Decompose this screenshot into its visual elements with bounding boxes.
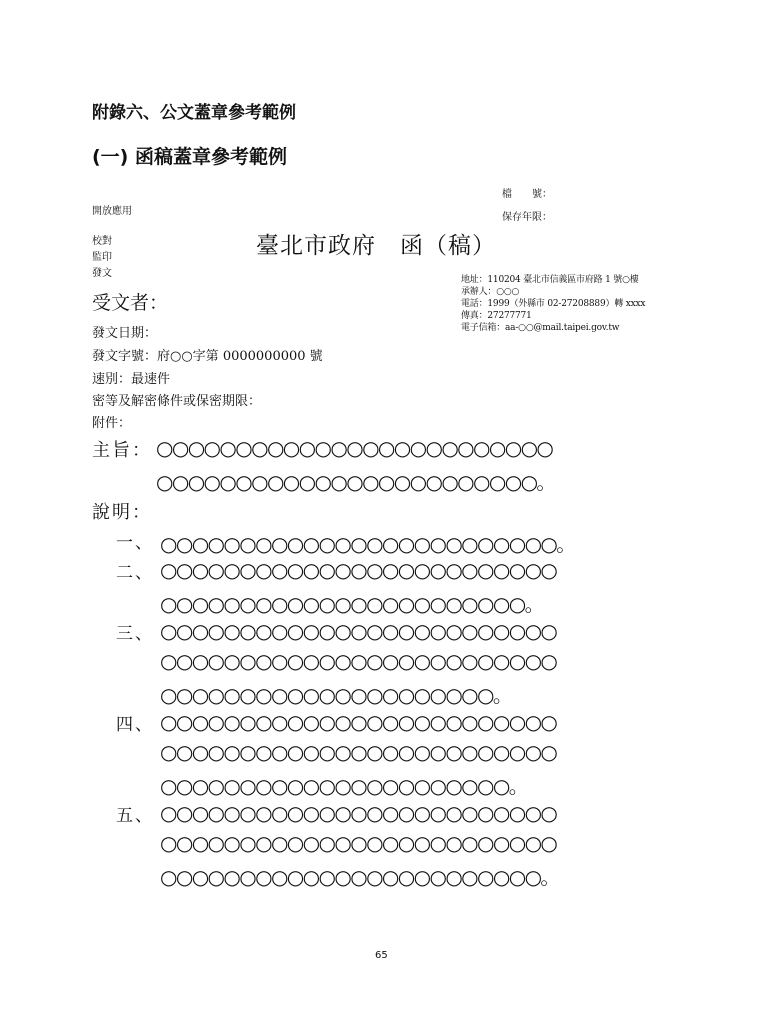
contact-address: 地址：110204 臺北市信義區市府路 1 號○樓 <box>461 275 639 285</box>
retention-period-label: 保存年限： <box>502 212 552 223</box>
explanation-item-label: 一、 <box>116 533 154 553</box>
recipient-label: 受文者： <box>92 292 169 314</box>
explanation-item-line: ○○○○○○○○○○○○○○○○○○○○○○。 <box>160 774 528 798</box>
subject-line: ○○○○○○○○○○○○○○○○○○○○○○○○○ <box>156 436 553 460</box>
supervise-seal-label: 監印 <box>92 252 112 263</box>
explanation-item-line: ○○○○○○○○○○○○○○○○○○○○○○○。 <box>160 592 543 616</box>
explanation-item-line: ○○○○○○○○○○○○○○○○○○○○○○○○○ <box>160 831 557 855</box>
explanation-item-line: ○○○○○○○○○○○○○○○○○○○○○○○○○ <box>160 558 557 582</box>
archive-number-label: 檔 號： <box>502 189 552 200</box>
send-date-field: 發文日期： <box>92 326 158 341</box>
explanation-item-line: ○○○○○○○○○○○○○○○○○○○○○○○○○ <box>160 801 557 825</box>
proofread-label: 校對 <box>92 236 112 247</box>
explanation-item-line: ○○○○○○○○○○○○○○○○○○○○○○○○○ <box>160 649 557 673</box>
document-title: 臺北市政府 函（稿） <box>256 233 496 259</box>
explanation-item-label: 五、 <box>116 806 154 826</box>
explanation-item-label: 二、 <box>116 563 154 583</box>
subject-label: 主旨： <box>92 440 152 461</box>
contact-email: 電子信箱：aa-○○@mail.taipei.gov.tw <box>461 323 620 333</box>
explanation-item-line: ○○○○○○○○○○○○○○○○○○○○○○○○○ <box>160 619 557 643</box>
speed-field: 速別：最速件 <box>92 372 171 387</box>
contact-handler: 承辦人：○○○ <box>461 287 520 297</box>
send-number-field: 發文字號：府○○字第 0000000000 號 <box>92 349 323 364</box>
open-use-label: 開放應用 <box>92 206 132 217</box>
subject-line: ○○○○○○○○○○○○○○○○○○○○○○○○。 <box>156 470 555 494</box>
page-number: 65 <box>375 950 388 961</box>
explanation-item-line: ○○○○○○○○○○○○○○○○○○○○○○○○。 <box>160 865 559 889</box>
appendix-title: 附錄六、公文蓋章參考範例 <box>92 103 296 123</box>
explanation-label: 說明： <box>92 502 152 523</box>
explanation-item-label: 四、 <box>116 715 154 735</box>
explanation-item-label: 三、 <box>116 624 154 644</box>
secrecy-field: 密等及解密條件或保密期限： <box>92 394 262 409</box>
explanation-item-line: ○○○○○○○○○○○○○○○○○○○○○○○○○ <box>160 740 557 764</box>
explanation-item-line: ○○○○○○○○○○○○○○○○○○○○○○○○○。 <box>160 532 575 556</box>
contact-phone: 電話：1999（外縣市 02-27208889）轉 xxxx <box>461 299 646 309</box>
attachment-field: 附件： <box>92 416 132 431</box>
section-title: (一) 函稿蓋章參考範例 <box>92 146 287 168</box>
explanation-item-line: ○○○○○○○○○○○○○○○○○○○○○○○○○ <box>160 710 557 734</box>
send-label: 發文 <box>92 268 112 279</box>
contact-fax: 傳真：27277771 <box>461 311 532 321</box>
explanation-item-line: ○○○○○○○○○○○○○○○○○○○○○。 <box>160 683 512 707</box>
